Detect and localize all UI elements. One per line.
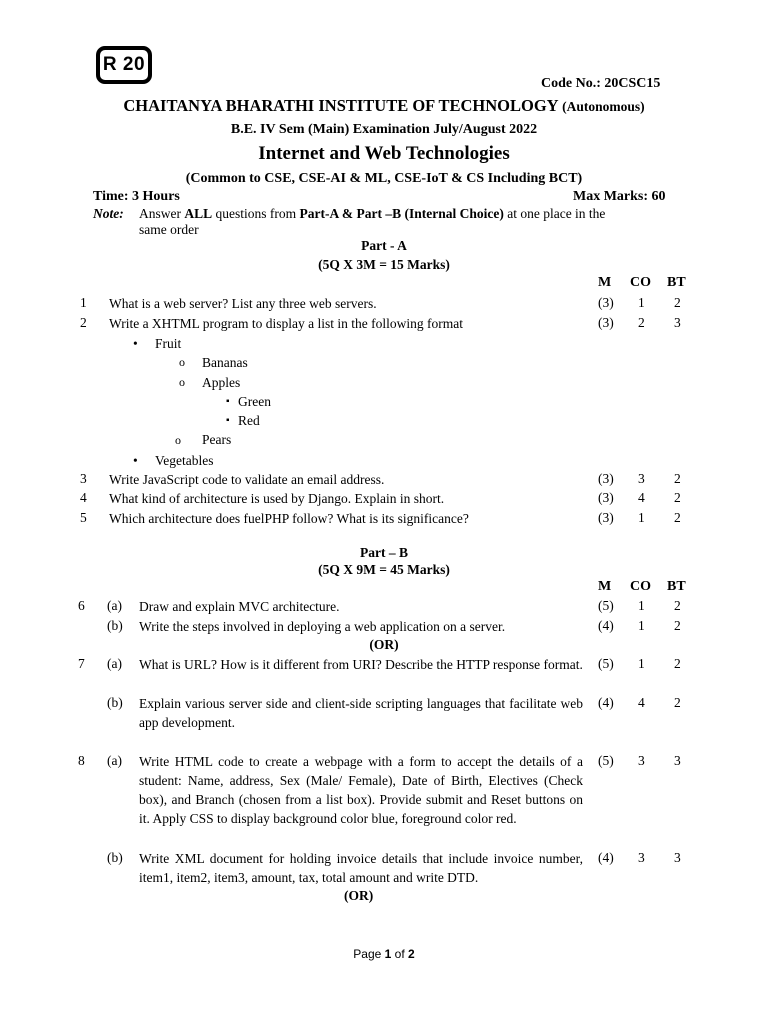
q8b-co: 3 (638, 850, 645, 865)
max-marks: Max Marks: 60 (573, 189, 666, 204)
col-bt-header: BT (667, 275, 686, 290)
q7b-bt: 2 (674, 695, 681, 710)
q6b-marks: (4) (598, 618, 614, 633)
circle-bullet-icon: o (179, 355, 185, 369)
q1-bt: 2 (674, 295, 681, 310)
square-bullet-icon: ▪ (226, 415, 230, 426)
page-footer: Page 1 of 2 (353, 947, 415, 961)
institute-name: CHAITANYA BHARATHI INSTITUTE OF TECHNOLOGY (Autonomous) (123, 96, 645, 115)
q1-text: What is a web server? List any three web servers. (109, 296, 377, 311)
col-co-header: CO (630, 579, 651, 594)
q8a-text: Write HTML code to create a webpage with a form to accept the details of a student: Name, address, Sex (Male/ Female), Date of Birth, Electives (Check box), and Branch (chosen from a list box). Provide submit and Reset buttons on it. Apply CSS to display background color blue, foreground color red. (139, 754, 583, 826)
part-a-marks: (5Q X 3M = 15 Marks) (318, 257, 450, 272)
q6b-label: (b) (107, 618, 123, 633)
list-item-fruit: Fruit (155, 336, 182, 351)
common-to: (Common to CSE, CSE-AI & ML, CSE-IoT & CS Including BCT) (185, 171, 583, 186)
q3-marks: (3) (598, 471, 614, 486)
q6a-text: Draw and explain MVC architecture. (139, 599, 340, 614)
time-label: Time: 3 Hours (93, 189, 180, 204)
q8a-marks: (5) (598, 753, 614, 768)
q7a-marks: (5) (598, 656, 614, 671)
q7b-label: (b) (107, 695, 123, 710)
q8-number: 8 (78, 753, 85, 768)
note-text-line2: same order (139, 222, 199, 237)
or-separator: (OR) (369, 637, 399, 652)
q6b-text: Write the steps involved in deploying a web application on a server. (139, 619, 506, 634)
or-separator: (OR) (344, 888, 374, 903)
q6a-label: (a) (107, 598, 122, 613)
q1-co: 1 (638, 295, 645, 310)
col-bt-header: BT (667, 579, 686, 594)
q6a-marks: (5) (598, 598, 614, 613)
q5-marks: (3) (598, 510, 614, 525)
col-m-header: M (598, 275, 612, 290)
q7b-text: Explain various server side and client-side scripting languages that facilitate web app development. (139, 696, 583, 730)
list-item-vegetables: Vegetables (155, 453, 214, 468)
q3-text: Write JavaScript code to validate an email address. (109, 472, 385, 487)
exam-title: B.E. IV Sem (Main) Examination July/August 2022 (230, 122, 538, 137)
code-number: Code No.: 20CSC15 (541, 76, 661, 91)
note-label: Note: (93, 206, 124, 221)
col-co-header: CO (630, 275, 651, 290)
q7b-co: 4 (638, 695, 645, 710)
q3-co: 3 (638, 471, 645, 486)
q4-bt: 2 (674, 490, 681, 505)
r20-logo: R 20 (96, 46, 152, 84)
part-b-marks: (5Q X 9M = 45 Marks) (318, 562, 450, 577)
subject-title: Internet and Web Technologies (258, 143, 510, 164)
q8b-label: (b) (107, 850, 123, 865)
q7a-bt: 2 (674, 656, 681, 671)
q5-co: 1 (638, 510, 645, 525)
q2-marks: (3) (598, 315, 614, 330)
q7b-marks: (4) (598, 695, 614, 710)
q4-text: What kind of architecture is used by Django. Explain in short. (109, 491, 445, 506)
q5-bt: 2 (674, 510, 681, 525)
part-a-title: Part - A (361, 238, 407, 253)
col-m-header: M (598, 579, 612, 594)
q6b-bt: 2 (674, 618, 681, 633)
q3-number: 3 (80, 471, 87, 486)
note-text: Answer ALL questions from Part-A & Part –B (Internal Choice) at one place in the (139, 206, 606, 221)
q2-bt: 3 (674, 315, 681, 330)
q8a-co: 3 (638, 753, 645, 768)
part-b-title: Part – B (360, 545, 408, 560)
q6a-bt: 2 (674, 598, 681, 613)
q7a-text: What is URL? How is it different from URI? Describe the HTTP response format. (139, 657, 583, 672)
q1-number: 1 (80, 295, 87, 310)
q8b-bt: 3 (674, 850, 681, 865)
q7-number: 7 (78, 656, 85, 671)
q2-number: 2 (80, 315, 87, 330)
q1-marks: (3) (598, 295, 614, 310)
q8a-bt: 3 (674, 753, 681, 768)
q5-text: Which architecture does fuelPHP follow? What is its significance? (109, 511, 469, 526)
q8b-marks: (4) (598, 850, 614, 865)
q8b-text: Write XML document for holding invoice details that include invoice number, item1, item2, item3, amount, tax, total amount and write DTD. (139, 851, 583, 885)
circle-bullet-icon: o (179, 375, 185, 389)
list-item-bananas: Bananas (202, 355, 248, 370)
q8a-label: (a) (107, 753, 122, 768)
q3-bt: 2 (674, 471, 681, 486)
square-bullet-icon: ▪ (226, 396, 230, 407)
q2-co: 2 (638, 315, 645, 330)
q4-co: 4 (638, 490, 645, 505)
q7a-label: (a) (107, 656, 122, 671)
q6-number: 6 (78, 598, 85, 613)
bullet-icon: • (133, 453, 138, 468)
q7a-co: 1 (638, 656, 645, 671)
q5-number: 5 (80, 510, 87, 525)
list-item-pears: Pears (202, 432, 232, 447)
list-item-red: Red (238, 413, 260, 428)
q4-number: 4 (80, 490, 87, 505)
circle-bullet-icon: o (175, 433, 181, 447)
q4-marks: (3) (598, 490, 614, 505)
list-item-green: Green (238, 394, 271, 409)
q6a-co: 1 (638, 598, 645, 613)
list-item-apples: Apples (202, 375, 241, 390)
q6b-co: 1 (638, 618, 645, 633)
bullet-icon: • (133, 336, 138, 351)
q2-text: Write a XHTML program to display a list in the following format (109, 316, 464, 331)
